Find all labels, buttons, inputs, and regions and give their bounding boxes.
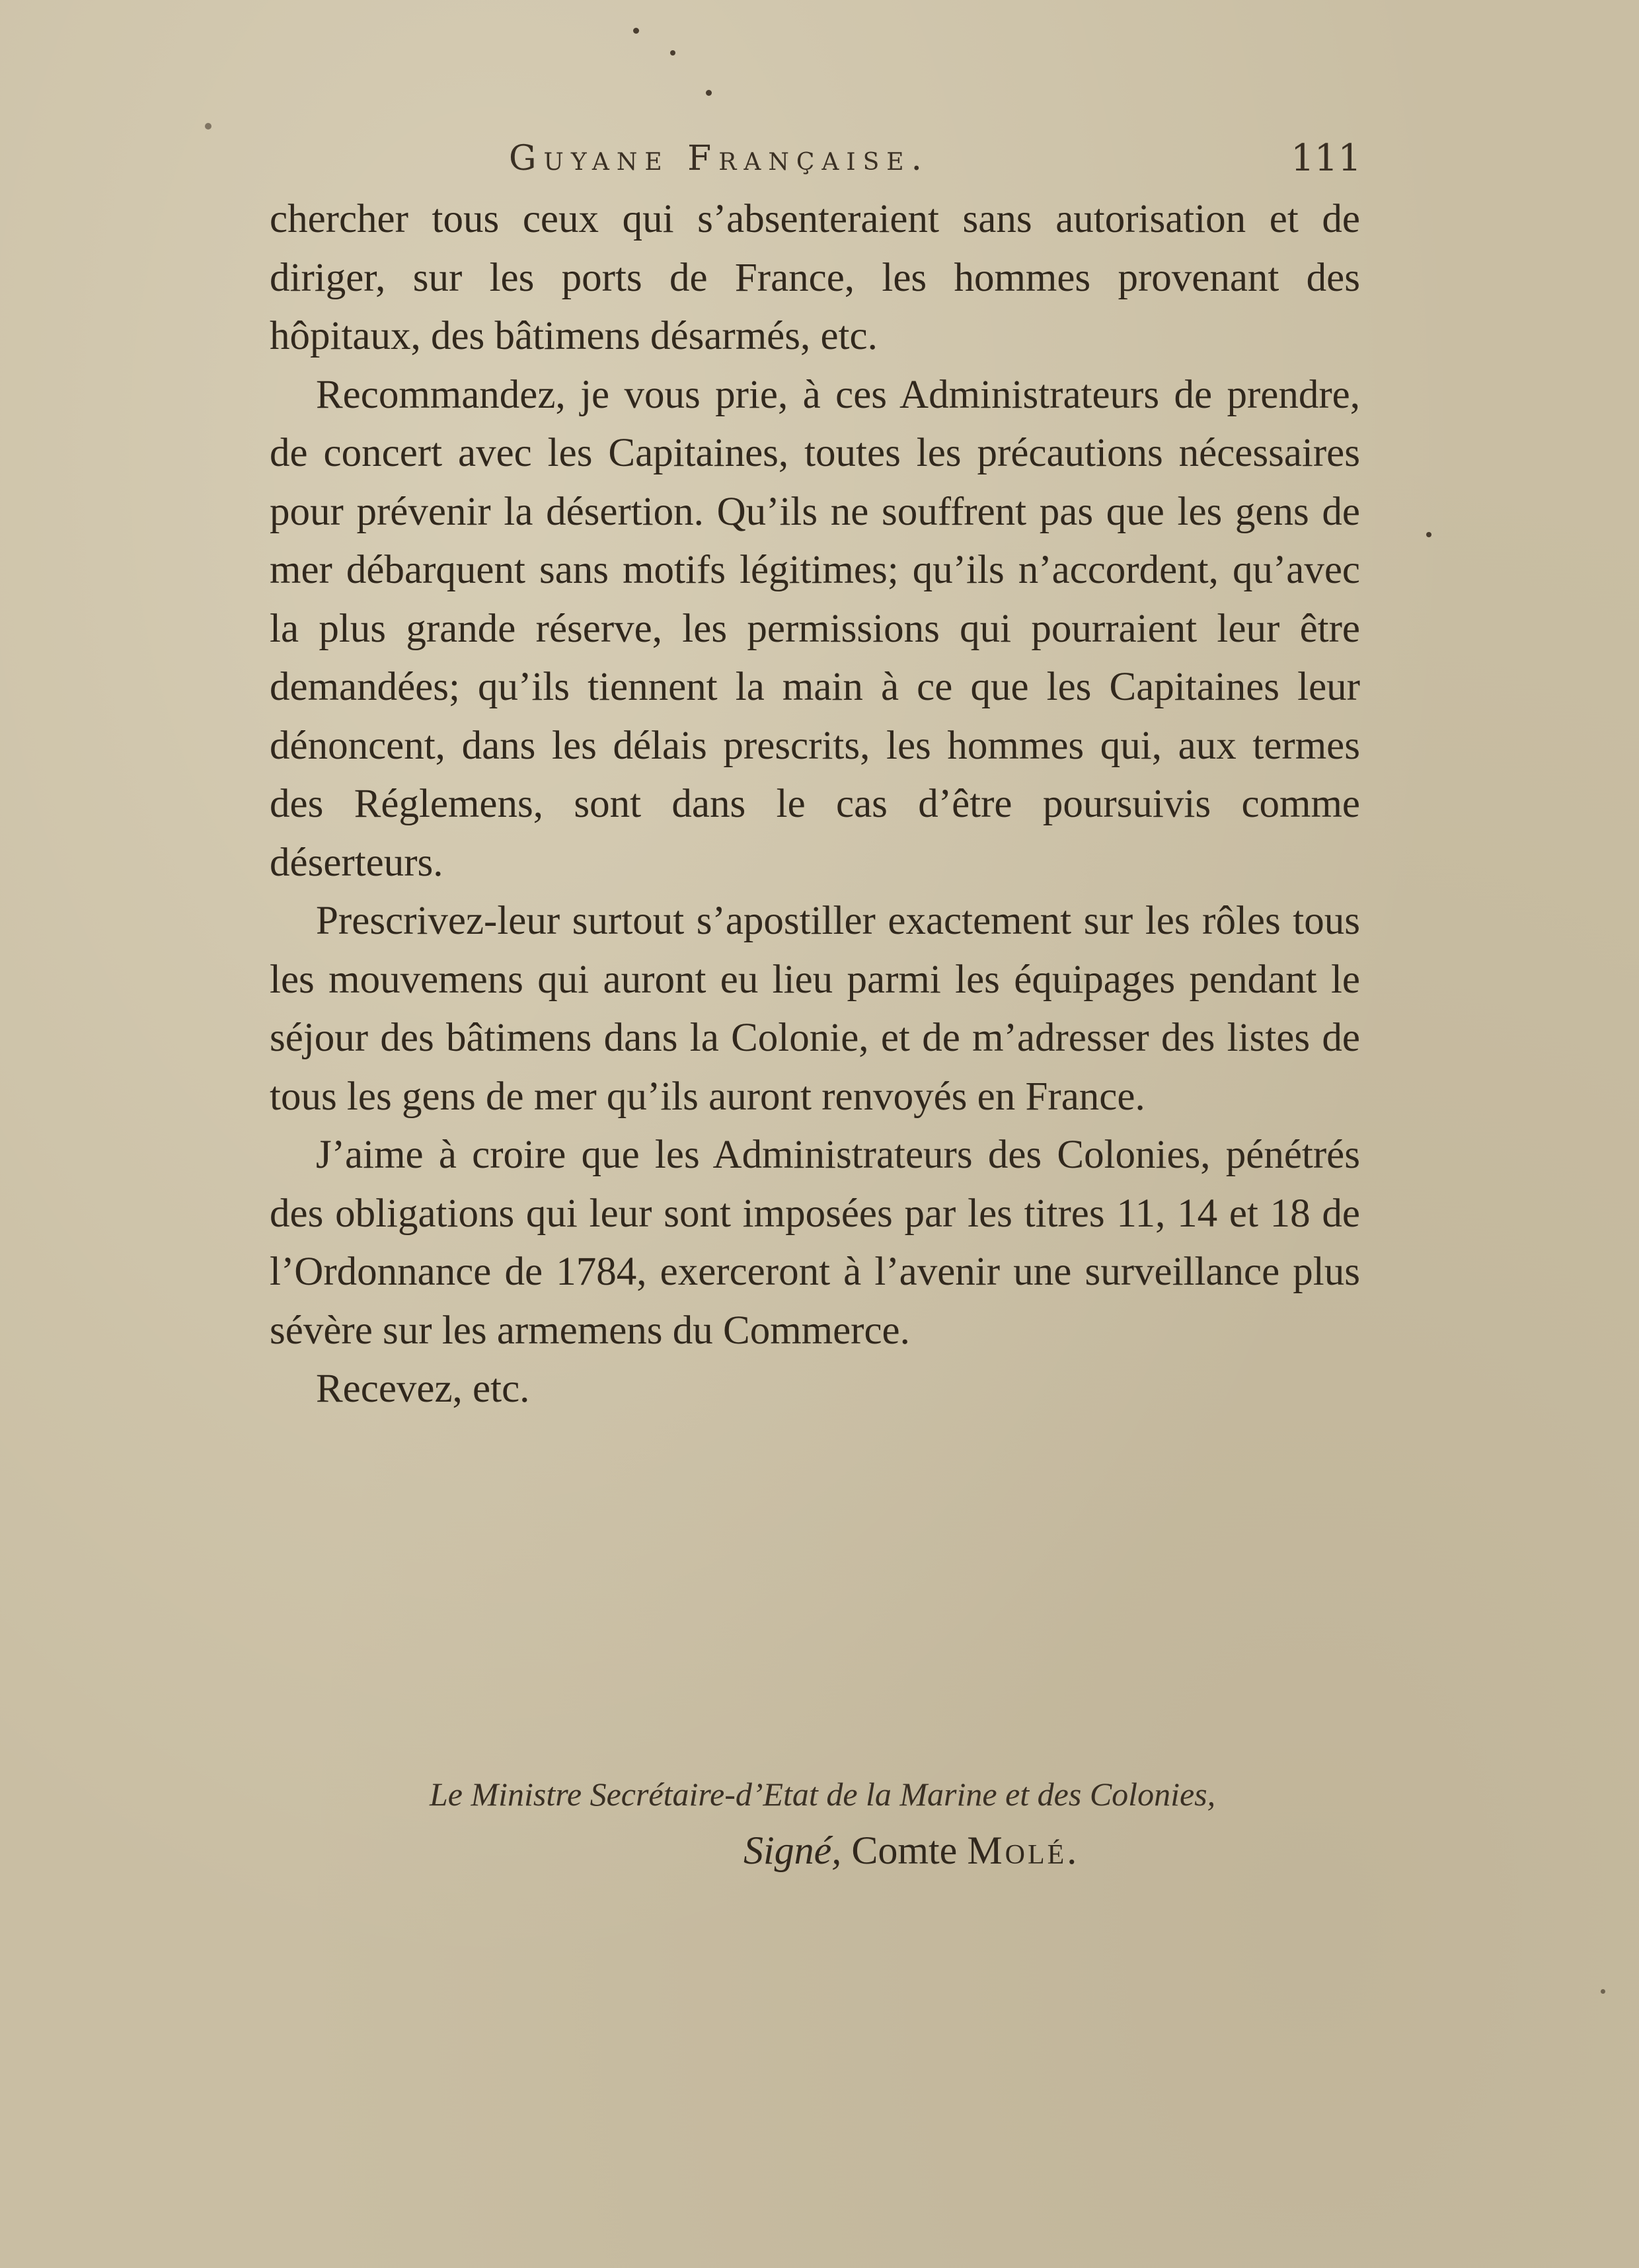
- ink-speck: [706, 90, 712, 96]
- paragraph: Recommandez, je vous prie, à ces Administrateurs de prendre, de concert avec les Capitaines, toutes les précautions nécessaires pour prévenir la désertion. Qu’ils ne souffrent pas que les gens de mer débarquent sans motifs légitimes; qu’ils n’accordent, qu’avec la plus grande réserve, les permissions qui pourraient leur être demandées; qu’ils tiennent la main à ce que les Capitaines leur dénoncent, dans les délais prescrits, les hommes qui, aux termes des Réglemens, sont dans le cas d’être poursuivis comme déserteurs.: [270, 372, 1360, 885]
- signed-label: Signé,: [743, 1829, 842, 1872]
- paragraph: Prescrivez-leur surtout s’apostiller exactement sur les rôles tous les mouvemens qui auront eu lieu parmi les équipages pendant le séjour des bâtimens dans la Colonie, et de m’adresser des listes de tous les gens de mer qu’ils auront renvoyés en France.: [270, 899, 1360, 1119]
- ink-speck: [205, 123, 211, 130]
- running-title: Guyane Française.: [509, 139, 930, 178]
- page-number: 111: [1291, 137, 1361, 180]
- ink-speck: [1426, 532, 1431, 537]
- ink-speck: [1601, 1989, 1605, 1994]
- signature-line: [743, 1821, 1079, 1880]
- running-head: [509, 135, 1361, 182]
- closing-line: Recevez, etc.: [316, 1367, 530, 1411]
- paragraph: chercher tous ceux qui s’absenteraient sans autorisation et de diriger, sur les ports de France, les hommes provenant des hôpitaux, des bâtimens désarmés, etc.: [270, 197, 1360, 358]
- signatory-name: Molé.: [967, 1829, 1080, 1872]
- paragraph: J’aime à croire que les Administrateurs des Colonies, pénétrés des obligations qui leur sont imposées par les titres 11, 14 et 18 de l’Ordonnance de 1784, exerceront à l’avenir une surveillance plus sévère sur les armemens du Commerce.: [270, 1133, 1360, 1353]
- signature-title: Le Ministre Secrétaire-d’Etat de la Marine et des Colonies,: [430, 1776, 1216, 1813]
- ink-speck: [670, 50, 675, 56]
- name-prefix: Comte: [851, 1829, 958, 1872]
- body-text: [270, 190, 1360, 1419]
- ink-speck: [633, 28, 639, 34]
